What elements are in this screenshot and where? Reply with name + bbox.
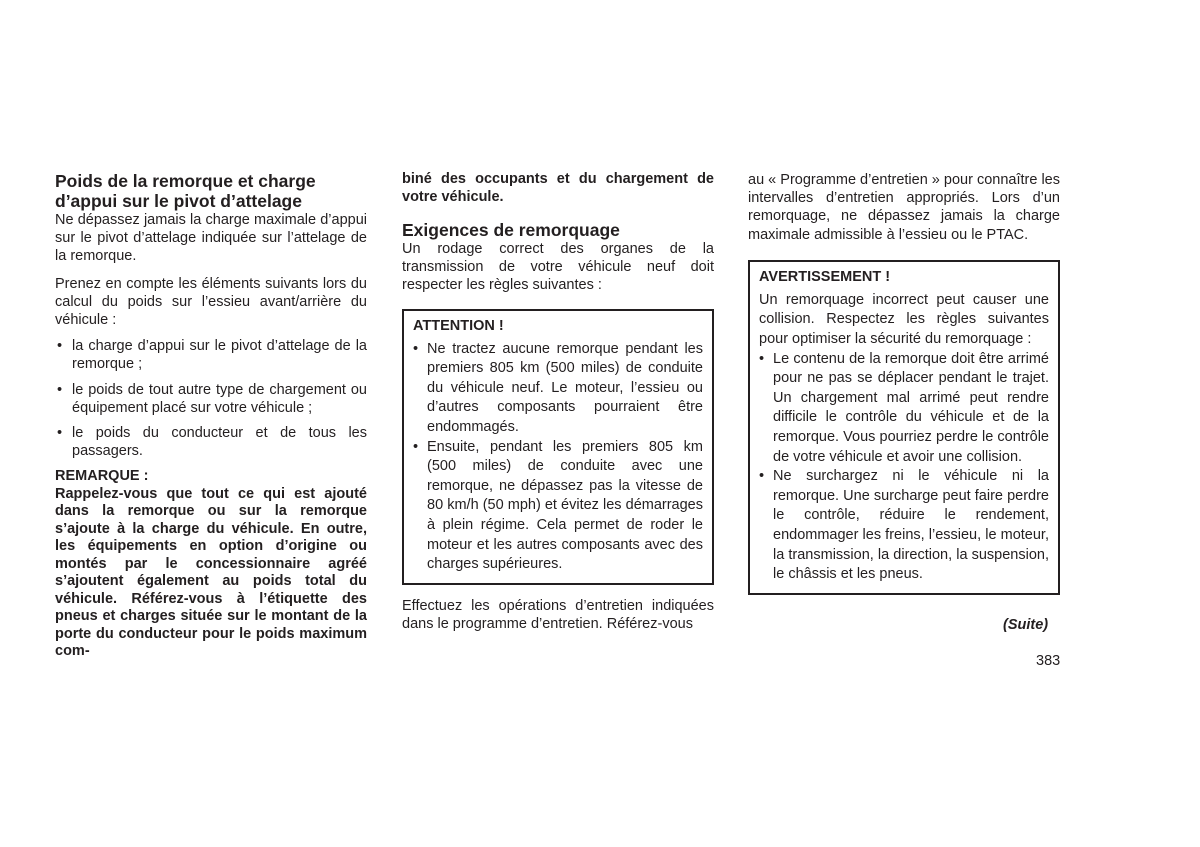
bullet-list [55, 337, 367, 460]
paragraph: Un rodage correct des organes de la transmission de votre véhicule neuf doit respecter les règles suivantes : [402, 241, 714, 294]
remark-continuation: biné des occupants et du chargement de votre véhicule. [402, 171, 714, 205]
column-middle [402, 171, 714, 633]
list-item: • le poids du conducteur et de tous les passagers. [55, 424, 367, 460]
column-right [748, 171, 1060, 595]
attention-list [413, 340, 703, 575]
paragraph: Prenez en compte les éléments suivants lors du calcul du poids sur l’essieu avant/arrière du véhicule : [55, 275, 367, 329]
page-number: 383 [1036, 653, 1061, 669]
attention-title: ATTENTION ! [413, 317, 504, 334]
warning-box [748, 260, 1060, 595]
remark-title: REMARQUE : [55, 468, 149, 485]
section-heading-trailer-weight: Poids de la remorque et charge d’appui sur le pivot d’attelage [55, 171, 316, 211]
attention-box [402, 309, 714, 585]
section-heading-towing-requirements: Exigences de remorquage [402, 220, 620, 240]
list-item: • Ensuite, pendant les premiers 805 km (500 miles) de conduite avec une remorque, ne dépassez pas la vitesse de 80 km/h (50 mph) et évitez les démarrages à plein régime. Cela permet de roder le moteur et les autres composants avec des charges supérieures. [413, 438, 703, 575]
list-item: • Ne surchargez ni le véhicule ni la remorque. Une surcharge peut faire perdre le contrôle, réduire le rendement, endommager les freins, l’essieu, le moteur, la transmission, la direction, la suspension, le châssis et les pneus. [759, 467, 1049, 585]
list-item: • la charge d’appui sur le pivot d’attelage de la remorque ; [55, 337, 367, 373]
paragraph: au « Programme d’entretien » pour connaître les intervalles d’entretien appropriés. Lors d’un remorquage, ne dépassez jamais la charge maximale admissible à l’essieu ou le PTAC. [748, 172, 1060, 243]
warning-title: AVERTISSEMENT ! [759, 268, 891, 285]
column-left [55, 171, 367, 661]
paragraph: Effectuez les opérations d’entretien indiquées dans le programme d’entretien. Référez-vous [402, 597, 714, 632]
remark-text: Rappelez-vous que tout ce qui est ajouté dans la remorque ou sur la remorque s’ajoute à la charge du véhicule. En outre, les équipements en option d’origine ou montés par le concessionnaire agréé s’ajoutent également au poids total du véhicule. Référez-vous à l’étiquette des pneus et charges située sur le montant de la porte du conducteur pour le poids maximum com- [55, 485, 367, 660]
warning-list [759, 350, 1049, 585]
list-item: • le poids de tout autre type de chargement ou équipement placé sur votre véhicule ; [55, 381, 367, 417]
continued-label: (Suite) [1003, 617, 1049, 633]
list-item: • Le contenu de la remorque doit être arrimé pour ne pas se déplacer pendant le trajet. Un chargement mal arrimé peut rendre difficile le contrôle du véhicule et de la remorque. Vous pourriez perdre le contrôle de votre véhicule et avoir une collision. [759, 350, 1049, 468]
list-item: • Ne tractez aucune remorque pendant les premiers 805 km (500 miles) de conduite du véhicule neuf. Le moteur, l’essieu ou d’autres composants pourraient être endommagés. [413, 340, 703, 438]
warning-paragraph: Un remorquage incorrect peut causer une collision. Respectez les règles suivantes pour optimiser la sécurité du remorquage : [759, 291, 1049, 347]
paragraph: Ne dépassez jamais la charge maximale d’appui sur le pivot d’attelage indiquée sur l’attelage de la remorque. [55, 212, 367, 265]
